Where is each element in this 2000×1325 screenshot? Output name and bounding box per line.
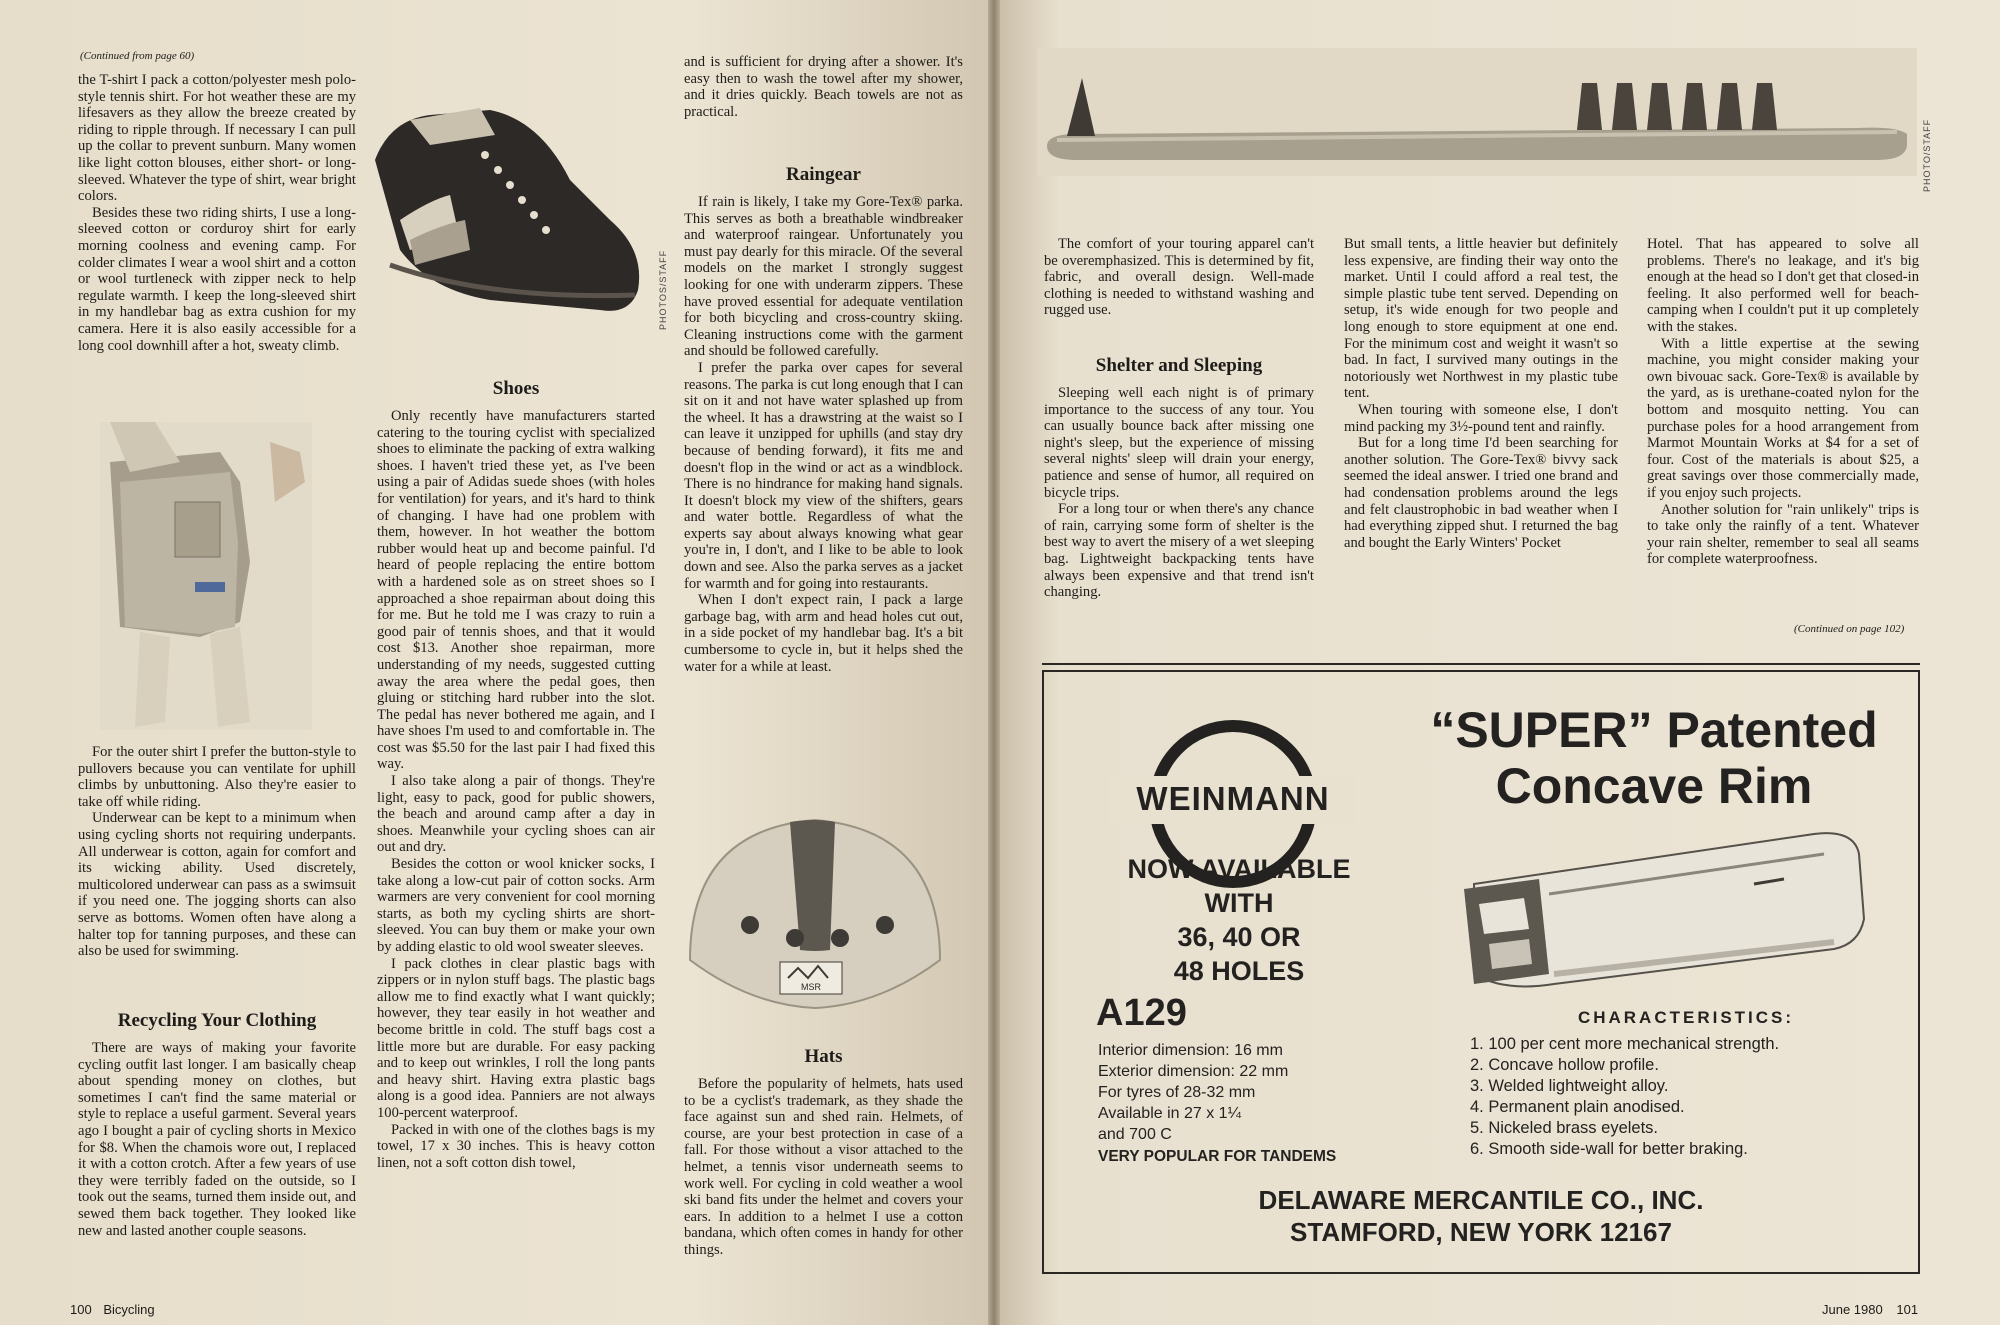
right-photo-credit: PHOTO/STAFF (1922, 118, 1932, 192)
characteristic-item: 5. Nickeled brass eyelets. (1470, 1119, 1659, 1137)
brand-name: WEINMANN (1136, 780, 1330, 817)
left-column-1-bottom (78, 744, 356, 960)
characteristic-item: 4. Permanent plain anodised. (1470, 1098, 1685, 1116)
helmet-photo (680, 790, 950, 1030)
company-block (1044, 1184, 1918, 1248)
availability-line: 48 HOLES (1173, 956, 1305, 986)
left-column-3-top (684, 54, 963, 120)
paragraph: But for a long time I'd been searching for another solution. The Gore-Tex® bivvy sack seemed the ideal answer. I tried one brand and had condensation problems around the legs and felt claustrophobic in bad weather when I had everything zipped shut. I returned the bag and bought the Early Winters' Pocket (1344, 435, 1618, 551)
paragraph: Before the popularity of helmets, hats used to be a cyclist's trademark, as they shade the face against sun and shed rain. Helmets, of course, are your best protection in case of a fall. For those without a visor attached to the helmet, a tennis visor underneath seems to work well. For cycling in cold weather a wool ski band fits under the helmet and covers your ears. In addition to a helmet I use a cotton bandana, which often comes in handy for other things. (684, 1076, 963, 1258)
right-folio (1822, 1302, 1918, 1317)
paragraph: Packed in with one of the clothes bags is my towel, 17 x 30 inches. This is heavy cotton linen, not a soft cotton dish towel, (377, 1121, 655, 1171)
rim-photo (1454, 824, 1874, 994)
tandem-note: VERY POPULAR FOR TANDEMS (1098, 1148, 1337, 1165)
issue-date: June 1980 (1822, 1302, 1883, 1317)
recycling-heading: Recycling Your Clothing (117, 1010, 317, 1031)
paragraph: the T-shirt I pack a cotton/polyester mesh polo-style tennis shirt. For hot weather these are my lifesavers as they allow the breeze created by riding to ripple through. If necessary I can pull up the collar to prevent sunburn. Many women like light cotton blouses, either short- or long-sleeved. Whatever the type of shirt, wear bright colors. (78, 72, 356, 205)
shoe-photo (370, 100, 645, 330)
left-column-1-top (78, 72, 356, 354)
paragraph: When touring with someone else, I don't mind packing my 3½-pound tent and rainfly. (1344, 401, 1618, 435)
left-page-number: 100 (70, 1302, 92, 1317)
model-number: A129 (1096, 992, 1187, 1034)
continued-from-note: (Continued from page 60) (80, 50, 195, 62)
paragraph: Underwear can be kept to a minimum when using cycling shorts not requiring underpants. All underwear is cotton, again for comfort and its wicking ability. Used discretely, multicolored underwear can pass as a swimsuit if you need one. The jogging shorts can also serve as bottoms. Women often have along a halter top for tanning purposes, and these can also be used for swimming. (78, 810, 356, 960)
shorts-photo (100, 422, 312, 730)
spec-list (1098, 1040, 1288, 1145)
left-folio (70, 1302, 155, 1317)
right-column-2 (1344, 236, 1618, 551)
paragraph: There are ways of making your favorite cycling outfit last longer. I am basically cheap about spending money on clothes, but sometimes I can't find the same material or style to replace a useful garment. Several years ago I bought a pair of cycling shorts in Mexico for $8. When the chamois wore out, I replaced it with a cotton crotch. After a few years of use they were terribly faded on the outside, so I took out the seams, turned them inside out, and sewed them back together. They looked like new and lasted another couple seasons. (78, 1040, 356, 1239)
left-column-2 (377, 372, 655, 1171)
availability-line: 36, 40 OR (1177, 922, 1301, 952)
company-name: DELAWARE MERCANTILE CO., INC. (1258, 1185, 1704, 1215)
hats-section (684, 1040, 963, 1259)
recycling-section (78, 1004, 356, 1239)
paragraph: For a long tour or when there's any chance of rain, carrying some form of shelter is the best way to avert the misery of a wet sleeping bag. Lightweight backpacking tents have always been expensive and that trend isn't changing. (1044, 501, 1314, 601)
shelter-heading: Shelter and Sleeping (1095, 354, 1263, 376)
paragraph: The comfort of your touring apparel can't be overemphasized. This is determined by fit, fabric, and overall design. Well-made clothing is needed to withstand washing and rugged use. (1044, 236, 1314, 319)
headline-line-2: Concave Rim (1495, 758, 1813, 814)
characteristic-item: 6. Smooth side-wall for better braking. (1470, 1140, 1748, 1158)
availability-line: NOW AVAILABLE (1127, 854, 1351, 884)
paragraph: I pack clothes in clear plastic bags with zippers or in nylon stuff bags. The plastic bags allow me to find exactly what I want quickly; however, they tear easily in hot weather and become brittle in cold. The stuff bags cost a little more but are durable. For easy packing and to keep out wrinkles, I roll the long pants and heavy shirt. Having extra plastic bags along is a good idea. Panniers are not always 100-percent waterproof. (377, 955, 655, 1121)
paragraph: Another solution for "rain unlikely" trips is to take only the rainfly of a tent. Whatever your rain shelter, remember to seal all seams for complete waterproofness. (1647, 501, 1919, 568)
right-column-3 (1647, 236, 1919, 568)
paragraph: Only recently have manufacturers started catering to the touring cyclist with specialized shoes to eliminate the packing of extra walking shoes. I haven't tried these yet, as I've been using a pair of Adidas suede shoes (with holes for ventilation) for years, and it's hard to think of changing. I have had one problem with them, however. In hot weather the bottom rubber would heat up and become painful. I'd heard of people replacing the entire bottom with a hardened sole as on street shoes so I approached a shoe repairman about doing this for me. But he told me I was crazy to ruin a good pair of tennis shoes, and that it would cost $13. Another shoe repairman, more understanding of my needs, suggested cutting away the area where the pedal goes, then gluing or stitching hard rubber into the slot. The pedal has never bothered me again, and I have shoes I'm used to and comfortable in. The cost was $5.50 for the last pair I had fixed this way. (377, 408, 655, 773)
spec-line: For tyres of 28-32 mm (1098, 1084, 1256, 1101)
shoes-heading: Shoes (492, 378, 540, 399)
characteristics-list (1470, 1034, 1779, 1160)
left-page (0, 0, 988, 1325)
ad-headline (1406, 702, 1902, 814)
magazine-title: Bicycling (103, 1302, 155, 1317)
spec-line: Exterior dimension: 22 mm (1098, 1063, 1289, 1080)
paragraph: Hotel. That has appeared to solve all problems. There's no leakage, and it's big enough at the head so I don't get that closed-in feeling. It also performed well for beach-camping when I couldn't put it up completely with the stakes. (1647, 236, 1919, 335)
raingear-heading: Raingear (786, 164, 861, 185)
characteristics-heading: CHARACTERISTICS: (1577, 1008, 1795, 1027)
left-photo-credit: PHOTOS/STAFF (658, 249, 668, 330)
headline-line-1: “SUPER” Patented (1430, 702, 1878, 758)
paragraph: But small tents, a little heavier but definitely less expensive, are finding their way onto the market. Until I could afford a real test, the simple plastic tube tent served. Depending on setup, it's wide enough for two people and long enough to store equipment at one end. For the minimum cost and weight it wasn't so bad. In fact, I survived many outings in the notoriously wet Northwest in my plastic tube tent. (1344, 236, 1618, 402)
paragraph: and is sufficient for drying after a shower. It's easy then to wash the towel after my shower, and it dries quickly. Beach towels are not as practical. (684, 54, 963, 120)
right-page-number: 101 (1896, 1302, 1919, 1317)
paragraph: I prefer the parka over capes for several reasons. The parka is cut long enough that I can sit on it and not have water splashed up from the wheel. It has a drawstring at the waist so I can leave it unzipped for uphills (and stay dry because of bending forward), it fits me and doesn't flop in the wind or act as a windblock. There is no hindrance for making hand signals. It doesn't block my view of the shifters, gears and water bottle. Regardless of what the experts say about always knowing what gear you're in, I don't, and I like to be able to look down and see. Also the parka serves as a jacket for warmth and for going into restaurants. (684, 359, 963, 592)
helmet-badge-text: MSR (801, 982, 821, 992)
characteristic-item: 3. Welded lightweight alloy. (1470, 1077, 1669, 1095)
continued-on-note: (Continued on page 102) (1794, 623, 1905, 635)
raingear-section (684, 158, 963, 675)
paragraph: Sleeping well each night is of primary importance to the success of any tour. You can usually bounce back after missing one night's sleep, but the experience of missing several nights' sleep will drain your energy, patience and sense of humor, all required on bicycle trips. (1044, 384, 1314, 501)
toothbrush-photo (1037, 48, 1917, 176)
paragraph: I also take along a pair of thongs. They're light, easy to pack, good for public showers, the beach and around camp after a day in shoes. Meanwhile your cycling shoes can air out and dry. (377, 773, 655, 856)
paragraph: For the outer shirt I prefer the button-style to pullovers because you can ventilate for uphill climbs by unbuttoning. Also they're easier to take off while riding. (78, 744, 356, 810)
spec-line: Available in 27 x 1¼ (1098, 1105, 1241, 1122)
ad-top-rule (1042, 663, 1920, 665)
hats-heading: Hats (804, 1046, 843, 1067)
spec-line: and 700 C (1098, 1126, 1172, 1143)
company-address: STAMFORD, NEW YORK 12167 (1290, 1217, 1672, 1247)
paragraph: Besides the cotton or wool knicker socks, I take along a low-cut pair of cotton socks. Arm warmers are very convenient for cool morning starts, as both my cycling shirts are short-sleeved. You can buy them or make your own by adding elastic to old wool sweater sleeves. (377, 856, 655, 955)
right-column-1 (1044, 236, 1314, 601)
availability-block (1084, 852, 1394, 988)
paragraph: When I don't expect rain, I pack a large garbage bag, with arm and head holes cut out, in a side pocket of my handlebar bag. It's a bit cumbersome to cycle in, but it helps shed the water for a while at least. (684, 592, 963, 675)
paragraph: With a little expertise at the sewing machine, you might consider making your own bivouac sack. Gore-Tex® is available by the yard, as is urethane-coated nylon for the bottom and mosquito netting. You can purchase poles for a hood arrangement from Marmot Mountain Works at $4 for a set of four. Cost of the materials is about $25, a great savings over those commercially made, if you enjoy such projects. (1647, 335, 1919, 501)
page-gutter (988, 0, 1000, 1325)
weinmann-ad (1042, 670, 1920, 1274)
availability-line: WITH (1204, 888, 1274, 918)
paragraph: Besides these two riding shirts, I use a long-sleeved cotton or corduroy shirt for early morning coolness and evening camp. For colder climates I wear a wool shirt and a cotton or wool turtleneck with zipper neck to help regulate warmth. I keep the long-sleeved shirt in my handlebar bag as extra cushion for my camera. Here it is also easily accessible for a long cool downhill after a hot, sweaty climb. (78, 204, 356, 354)
paragraph: If rain is likely, I take my Gore-Tex® parka. This serves as both a breathable windbreaker and waterproof raingear. Unfortunately you must pay dearly for this miracle. Of the several models on the market I strongly suggest looking for one with underarm zippers. These have proved essential for adequate ventilation for both bicycling and cross-country skiing. Cleaning instructions come with the garment and should be followed carefully. (684, 194, 963, 360)
spec-line: Interior dimension: 16 mm (1098, 1042, 1283, 1059)
characteristic-item: 1. 100 per cent more mechanical strength. (1470, 1035, 1780, 1053)
characteristic-item: 2. Concave hollow profile. (1470, 1056, 1659, 1074)
